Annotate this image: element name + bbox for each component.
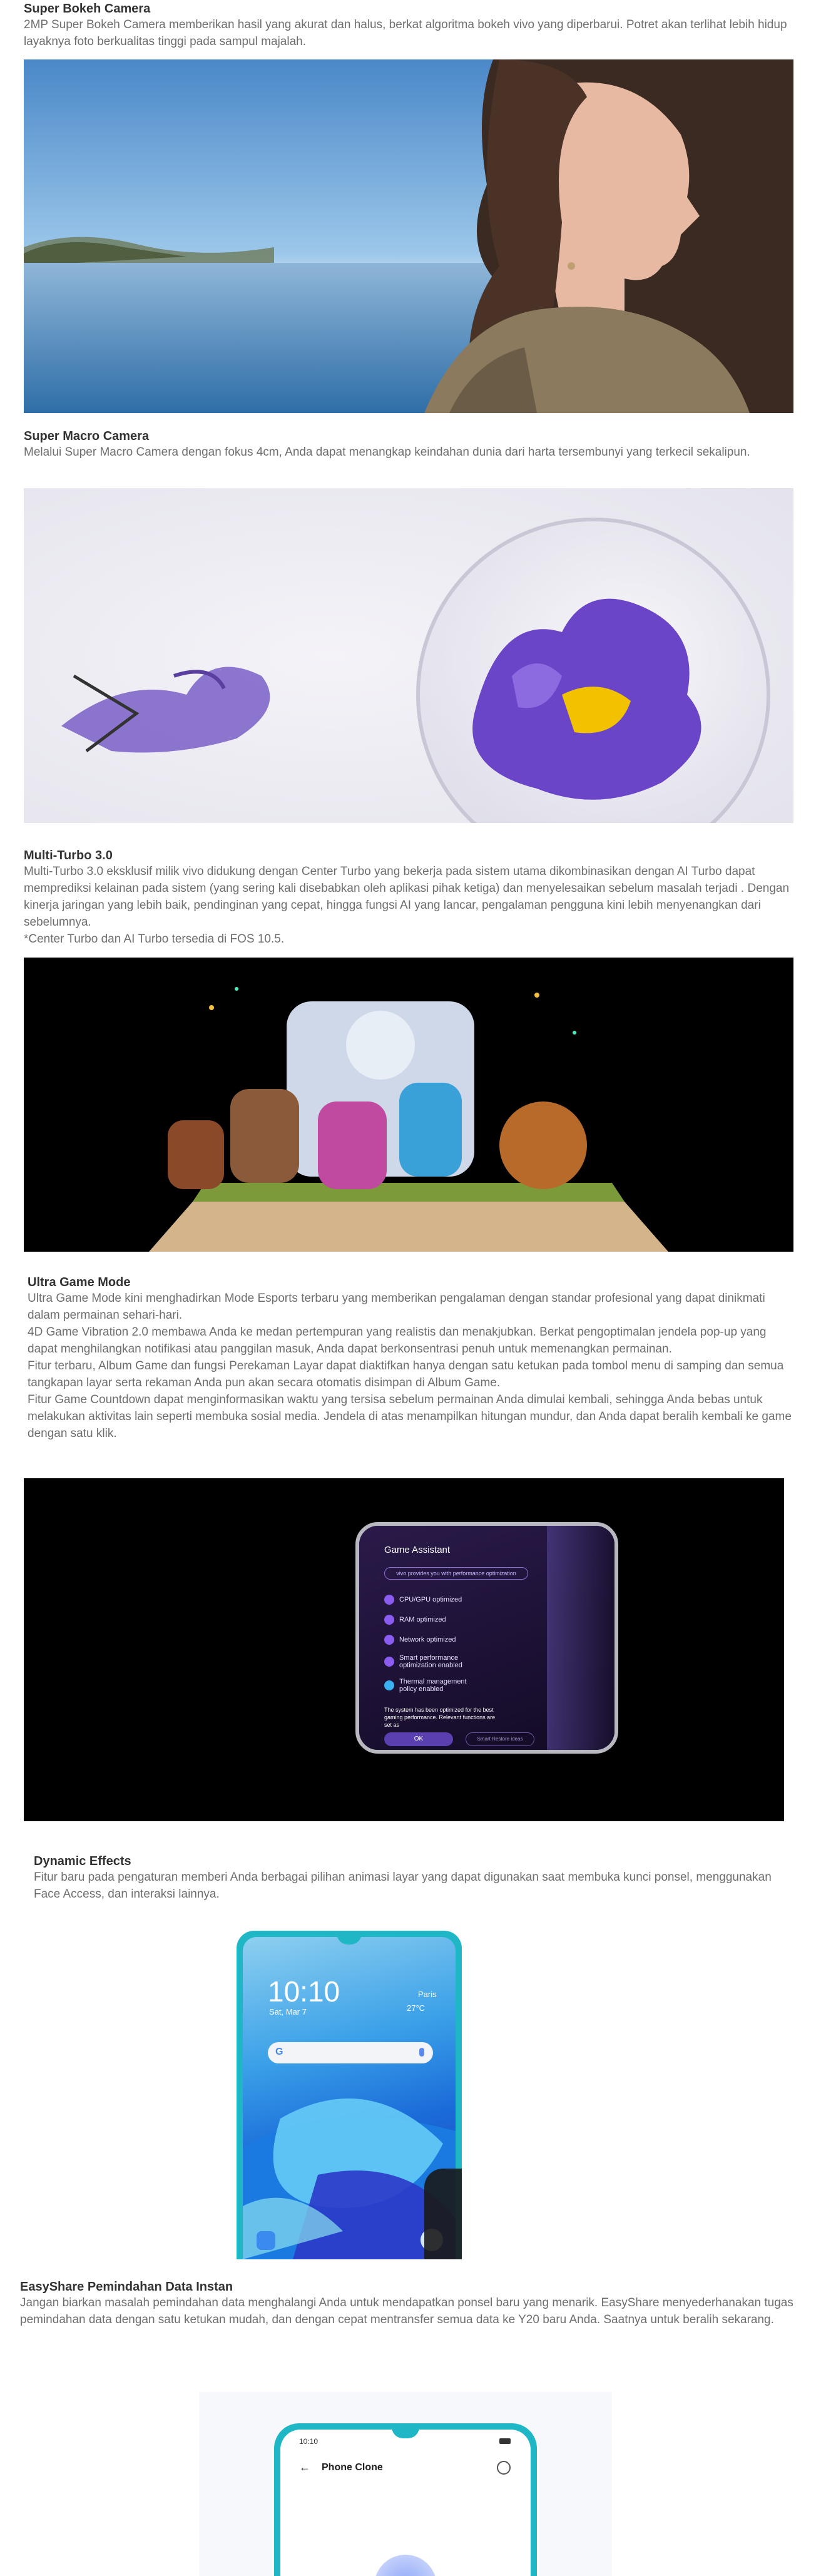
- section-description: Melalui Super Macro Camera dengan fokus 4cm, Anda dapat menangkap keindahan dunia dari harta tersembunyi yang terkecil sekalipun.: [24, 446, 750, 459]
- secondary-button[interactable]: Smart Restore ideas: [466, 1732, 534, 1746]
- mic-icon[interactable]: [419, 2048, 424, 2057]
- optimization-list: [384, 1590, 547, 1697]
- clone-graphic: [374, 2555, 437, 2576]
- list-item: CPU/GPU optimized: [384, 1590, 547, 1610]
- game-art-panel: [547, 1526, 618, 1750]
- lockscreen-time: 10:10: [268, 1975, 340, 2008]
- optimization-banner: vivo provides you with performance optimization: [384, 1567, 528, 1580]
- back-arrow-icon[interactable]: ←: [299, 2461, 310, 2473]
- section-title: Multi-Turbo 3.0: [24, 849, 113, 862]
- google-icon: G: [275, 2047, 283, 2057]
- section-description: Fitur baru pada pengaturan memberi Anda berbagai pilihan animasi layar yang dapat digunakan saat membuka kunci ponsel, menggunakan Face Access, dan interaksi lainnya.: [34, 1871, 772, 1901]
- check-icon: [384, 1595, 394, 1605]
- list-item: Smart performance optimization enabled: [384, 1650, 547, 1674]
- check-icon: [384, 1615, 394, 1625]
- list-item: Network optimized: [384, 1630, 547, 1650]
- section-description: Multi-Turbo 3.0 eksklusif milik vivo didukung dengan Center Turbo yang bekerja pada sistem utama dikombinasikan dengan AI Turbo dapat memprediksi kelainan pada sistem (yang sering kali disebabkan oleh aplikasi pihak ketiga) dan menyelesaikan sebelum masalah terjadi . Dengan kinerja jaringan yang lebih baik, pendinginan yang cepat, hingga fungsi AI yang lancar, pengalaman pengguna kini lebih menyenangkan dari sebelumnya. *Center Turbo dan AI Turbo tersedia di FOS 10.5.: [24, 865, 790, 946]
- game-battle-image: [24, 958, 793, 1252]
- phone-screen: [243, 1937, 456, 2259]
- battery-icon: [499, 2438, 511, 2444]
- game-assistant-title: Game Assistant: [384, 1545, 451, 1555]
- section-title: Super Macro Camera: [24, 429, 150, 443]
- notch: [337, 1937, 362, 1945]
- phone-clone-image: [199, 2392, 612, 2576]
- thermal-icon: [384, 1680, 394, 1690]
- phone-mockup: [355, 1522, 618, 1754]
- macro-flower-image: [24, 488, 793, 823]
- section-title: Dynamic Effects: [34, 1854, 131, 1868]
- lockscreen-temp: 27°C: [407, 2003, 426, 2013]
- search-bar[interactable]: [268, 2042, 433, 2063]
- section-title: Ultra Game Mode: [28, 1275, 131, 1289]
- ok-button[interactable]: OK: [384, 1732, 453, 1746]
- check-icon: [384, 1635, 394, 1645]
- phone-clone-title: Phone Clone: [322, 2462, 383, 2473]
- section-description: 2MP Super Bokeh Camera memberikan hasil yang akurat dan halus, berkat algoritma bokeh vivo yang diperbarui. Potret akan terlihat lebih hidup layaknya foto berkualitas tinggi pada sampul majalah.: [24, 18, 787, 48]
- section-title: Super Bokeh Camera: [24, 2, 151, 16]
- list-item: Thermal management policy enabled: [384, 1674, 547, 1697]
- section-description: Jangan biarkan masalah pemindahan data menghalangi Anda untuk mendapatkan ponsel baru yang menarik. EasyShare menyederhanakan tugas pemindahan data dengan satu ketukan mudah, dan dengan cepat mentransfer semua data ke Y20 baru Anda. Saatnya untuk beralih sekarang.: [20, 2296, 793, 2326]
- game-assistant-image: [24, 1478, 784, 1821]
- lockscreen-phone-image: [237, 1931, 462, 2259]
- status-time: 10:10: [299, 2437, 319, 2446]
- section-description: Ultra Game Mode kini menghadirkan Mode Esports terbaru yang memberikan pengalaman dengan standar profesional yang dapat dinikmati dalam permainan sehari-hari. 4D Game Vibration 2.0 membawa Anda ke medan pertempuran yang realistis dan menakjubkan. Berkat pengoptimalan jendela pop-up yang dapat menghilangkan notifikasi atau panggilan masuk, Anda dapat berkonsentrasi penuh untuk memenangkan permainan. Fitur terbaru, Album Game dan fungsi Perekaman Layar dapat diaktifkan hanya dengan satu ketukan pada tombol menu di samping dan semua tangkapan layar serta rekaman Anda pun akan secara otomatis disimpan di Album Game. Fitur Game Countdown dapat menginformasikan waktu yang tersisa sebelum permainan Anda dimulai kembali, sehingga Anda bebas untuk melakukan aktivitas lain seperti membuka sosial media. Jendela di atas menampilkan hitungan mundur, dan Anda dapat beralih kembali ke game dengan satu klik.: [28, 1292, 792, 1440]
- phone-screen: [280, 2430, 531, 2576]
- lockscreen-date: Sat, Mar 7: [269, 2007, 307, 2016]
- phone-app-icon[interactable]: [257, 2231, 275, 2250]
- lockscreen-city: Paris: [418, 1990, 437, 1999]
- check-icon: [384, 1657, 394, 1667]
- bokeh-portrait-image: [24, 59, 793, 413]
- hand-shape: [424, 2169, 462, 2259]
- optimization-note: The system has been optimized for the best gaming performance. Relevant functions are set as: [384, 1707, 496, 1728]
- list-item: RAM optimized: [384, 1610, 547, 1630]
- section-title: EasyShare Pemindahan Data Instan: [20, 2280, 233, 2294]
- notch: [392, 2430, 419, 2438]
- history-icon[interactable]: [497, 2461, 511, 2475]
